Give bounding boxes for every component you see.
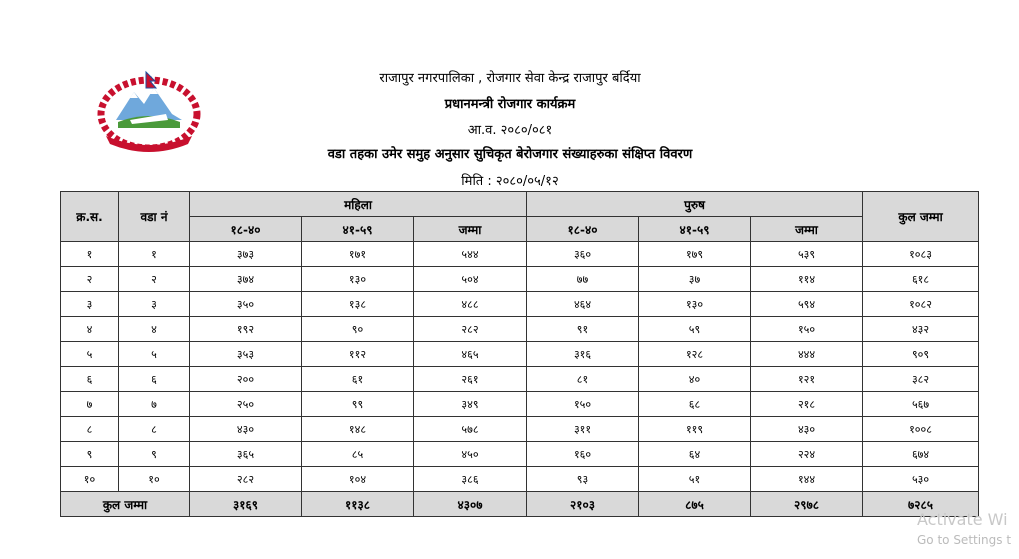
col-header-ward: वडा नं	[119, 192, 190, 242]
table-cell: ८५	[302, 442, 414, 467]
table-cell: ६	[119, 367, 190, 392]
org-heading: राजापुर नगरपालिका , रोजगार सेवा केन्द्र राजापुर बर्दिया	[379, 71, 641, 86]
table-cell: ४३०	[190, 417, 302, 442]
table-cell: ४३२	[863, 317, 979, 342]
table-cell: २५०	[190, 392, 302, 417]
table-row	[61, 242, 979, 267]
table-cell: ३७३	[190, 242, 302, 267]
table-cell: १	[61, 242, 119, 267]
sub-header-female-41-59: ४१-५९	[302, 217, 414, 242]
sub-header-female-18-40: १८-४०	[190, 217, 302, 242]
table-cell: ६४	[639, 442, 751, 467]
total-cell: ३१६९	[190, 492, 302, 517]
table-cell: ८	[119, 417, 190, 442]
table-cell: ४८८	[414, 292, 527, 317]
table-cell: ३५०	[190, 292, 302, 317]
table-cell: ५९४	[751, 292, 863, 317]
table-cell: १०	[61, 467, 119, 492]
table-row	[61, 317, 979, 342]
table-cell: १४८	[302, 417, 414, 442]
table-row	[61, 342, 979, 367]
table-cell: ३८२	[863, 367, 979, 392]
table-cell: १०८३	[863, 242, 979, 267]
sub-header-male-total: जम्मा	[751, 217, 863, 242]
total-cell: ११३८	[302, 492, 414, 517]
activate-windows-watermark: Activate Wi	[917, 510, 1008, 529]
table-cell: १२१	[751, 367, 863, 392]
report-date: मिति : २०८०/०५/१२	[461, 174, 559, 189]
table-cell: १५०	[751, 317, 863, 342]
table-cell: ४	[119, 317, 190, 342]
table-row	[61, 267, 979, 292]
table-row	[61, 442, 979, 467]
table-cell: ३११	[527, 417, 639, 442]
table-cell: ९०	[302, 317, 414, 342]
table-cell: ९	[119, 442, 190, 467]
table-cell: ५	[119, 342, 190, 367]
table-cell: ६७४	[863, 442, 979, 467]
table-cell: २८२	[190, 467, 302, 492]
table-cell: २२४	[751, 442, 863, 467]
table-cell: ३६५	[190, 442, 302, 467]
table-cell: ११९	[639, 417, 751, 442]
table-cell: १०८२	[863, 292, 979, 317]
table-cell: ३	[61, 292, 119, 317]
total-cell: २९७८	[751, 492, 863, 517]
table-cell: १५०	[527, 392, 639, 417]
table-cell: ३७	[639, 267, 751, 292]
table-row	[61, 417, 979, 442]
table-cell: ३५३	[190, 342, 302, 367]
table-cell: ३१६	[527, 342, 639, 367]
report-title: वडा तहका उमेर समुह अनुसार सुचिकृत बेरोजगार संख्याहरुका संक्षिप्त विवरण	[327, 147, 693, 162]
table-cell: ९	[61, 442, 119, 467]
table-cell: १३०	[302, 267, 414, 292]
table-cell: १३८	[302, 292, 414, 317]
table-cell: ३४९	[414, 392, 527, 417]
table-cell: ९०९	[863, 342, 979, 367]
table-cell: ४४४	[751, 342, 863, 367]
table-cell: २००	[190, 367, 302, 392]
table-cell: १४४	[751, 467, 863, 492]
table-cell: १३०	[639, 292, 751, 317]
sub-header-female-total: जम्मा	[414, 217, 527, 242]
table-cell: ३६०	[527, 242, 639, 267]
activate-windows-settings-hint: Go to Settings t	[917, 533, 1012, 547]
table-cell: ४६४	[527, 292, 639, 317]
group-header-male: पुरुष	[527, 192, 863, 217]
total-cell: ७२८५	[863, 492, 979, 517]
table-cell: ५६७	[863, 392, 979, 417]
table-cell: ७७	[527, 267, 639, 292]
table-row	[61, 292, 979, 317]
table-cell: ९९	[302, 392, 414, 417]
table-cell: ११२	[302, 342, 414, 367]
table-cell: ५१	[639, 467, 751, 492]
col-header-grand-total: कुल जम्मा	[863, 192, 979, 242]
table-cell: १२८	[639, 342, 751, 367]
table-cell: ४६५	[414, 342, 527, 367]
table-cell: ५४४	[414, 242, 527, 267]
table-cell: ३	[119, 292, 190, 317]
unemployment-table	[60, 191, 979, 517]
table-cell: १०४	[302, 467, 414, 492]
col-header-sn: क्र.स.	[61, 192, 119, 242]
table-cell: १७९	[639, 242, 751, 267]
table-cell: २८२	[414, 317, 527, 342]
table-cell: २	[61, 267, 119, 292]
table-cell: ९३	[527, 467, 639, 492]
table-row	[61, 367, 979, 392]
table-cell: ८१	[527, 367, 639, 392]
table-cell: १	[119, 242, 190, 267]
sub-header-male-18-40: १८-४०	[527, 217, 639, 242]
table-cell: १७१	[302, 242, 414, 267]
total-row	[61, 492, 979, 517]
table-cell: ५९	[639, 317, 751, 342]
table-cell: ८	[61, 417, 119, 442]
table-cell: ११४	[751, 267, 863, 292]
total-cell: ४३०७	[414, 492, 527, 517]
table-cell: ७	[61, 392, 119, 417]
table-cell: १००८	[863, 417, 979, 442]
table-cell: ४५०	[414, 442, 527, 467]
total-cell: ८७५	[639, 492, 751, 517]
table-cell: ५३०	[863, 467, 979, 492]
table-cell: ६१८	[863, 267, 979, 292]
table-cell: ४	[61, 317, 119, 342]
table-row	[61, 392, 979, 417]
table-cell: ९१	[527, 317, 639, 342]
table-cell: ४३०	[751, 417, 863, 442]
sub-header-male-41-59: ४१-५९	[639, 217, 751, 242]
table-cell: ६	[61, 367, 119, 392]
fiscal-year: आ.व. २०८०/०८१	[467, 123, 553, 138]
table-cell: ५७८	[414, 417, 527, 442]
table-cell: ५०४	[414, 267, 527, 292]
nepal-emblem-icon	[96, 70, 202, 152]
total-row-label: कुल जम्मा	[61, 492, 190, 517]
table-body	[61, 242, 979, 492]
table-cell: १०	[119, 467, 190, 492]
table-cell: २१८	[751, 392, 863, 417]
total-cell: २१०३	[527, 492, 639, 517]
table-cell: ५	[61, 342, 119, 367]
table-cell: १९२	[190, 317, 302, 342]
group-header-female: महिला	[190, 192, 527, 217]
program-heading: प्रधानमन्त्री रोजगार कार्यक्रम	[444, 97, 576, 112]
table-row	[61, 467, 979, 492]
table-cell: १६०	[527, 442, 639, 467]
table-cell: ५३९	[751, 242, 863, 267]
table-cell: ७	[119, 392, 190, 417]
table-cell: २	[119, 267, 190, 292]
table-cell: ६१	[302, 367, 414, 392]
table-cell: २६१	[414, 367, 527, 392]
table-cell: ३७४	[190, 267, 302, 292]
table-cell: ६८	[639, 392, 751, 417]
table-cell: ३८६	[414, 467, 527, 492]
table-cell: ४०	[639, 367, 751, 392]
